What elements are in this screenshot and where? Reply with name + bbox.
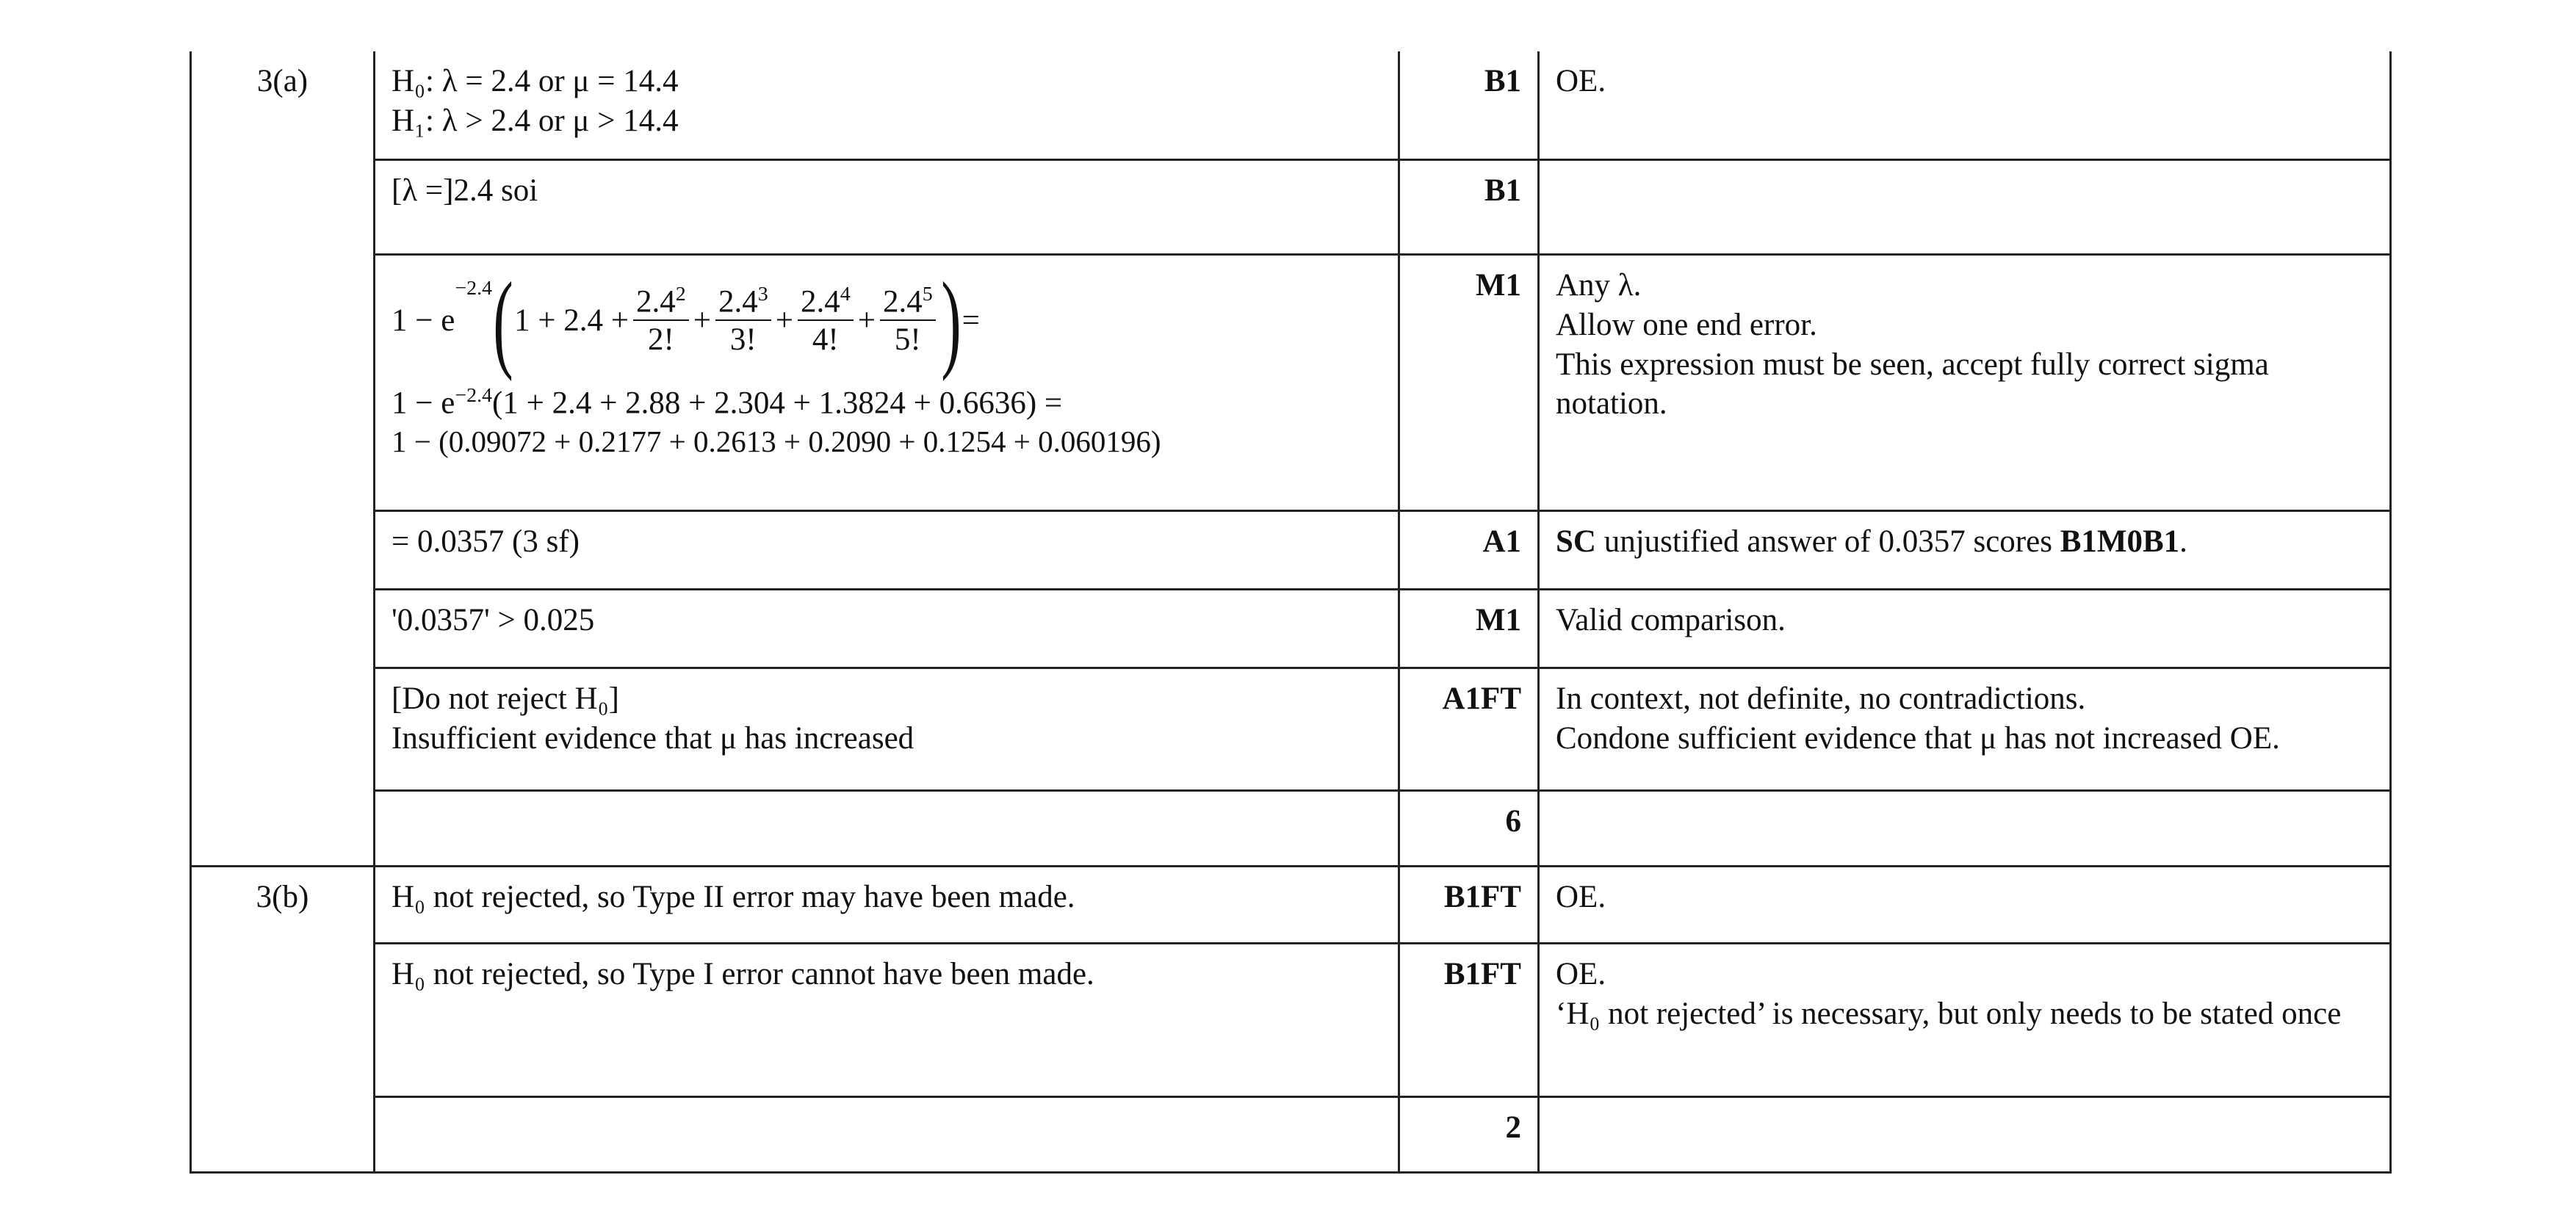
answer-line: H₀: λ = 2.4 or μ = 14.4 [392, 64, 679, 98]
table-row [191, 511, 2391, 590]
plus-sign: + [857, 303, 876, 339]
table-row [191, 255, 2391, 511]
guidance-line: Allow one end error. [1556, 307, 1817, 342]
guidance-cell [1539, 255, 2391, 511]
guidance-cell [1539, 867, 2391, 944]
guidance-line: This expression must be seen, accept fully correct sigma notation. [1556, 347, 2269, 422]
guidance-cell [1539, 944, 2391, 1097]
table-row [191, 160, 2391, 255]
expression-line-2: $1 - e^{-2.4}(1 + 2.4 + 2.88 + 2.304 + 1.3824 + 0.6636)$ = [392, 384, 1063, 421]
guidance-line: In context, not definite, no contradictions. [1556, 682, 2086, 716]
answer-cell [375, 791, 1399, 867]
question-number: 3(a) [191, 51, 375, 867]
table-row [191, 668, 2391, 791]
marks-cell: A1FT [1399, 668, 1539, 791]
series-expression [392, 260, 1382, 382]
plus-sign: + [775, 303, 793, 339]
answer-cell [375, 51, 1399, 160]
open-paren: ( [493, 260, 513, 382]
answer-cell [375, 160, 1399, 255]
guidance-cell [1539, 590, 2391, 668]
fraction-term: $\frac{2.4^5}{5!}$ [880, 283, 936, 358]
plus-sign: + [693, 303, 711, 339]
answer-cell [375, 1097, 1399, 1173]
question-number: 3(b) [191, 867, 375, 1173]
mark-scheme-table [190, 51, 2392, 1174]
fraction-term: $\frac{2.4^2}{2!}$ [633, 283, 689, 358]
answer-cell [375, 867, 1399, 944]
answer-line: [Do not reject H₀] [392, 682, 619, 716]
marks-cell: M1 [1399, 255, 1539, 511]
total-marks: 6 [1399, 791, 1539, 867]
expr-prefix: 1 − e [392, 303, 455, 339]
table-row [191, 51, 2391, 160]
guidance-line: Any λ. [1556, 268, 1642, 303]
close-paren: ) [940, 260, 962, 382]
guidance-cell [1539, 791, 2391, 867]
answer-cell [375, 590, 1399, 668]
fraction-term: $\frac{2.4^3}{3!}$ [715, 283, 771, 358]
answer-cell [375, 511, 1399, 590]
answer-cell [375, 944, 1399, 1097]
guidance-cell [1539, 160, 2391, 255]
expr-terms-open: 1 + 2.4 + [513, 303, 629, 339]
guidance-end: . [2179, 524, 2187, 559]
marks-cell: B1FT [1399, 944, 1539, 1097]
marks-cell: M1 [1399, 590, 1539, 668]
equals-sign: = [962, 303, 980, 339]
guidance-cell [1539, 511, 2391, 590]
guidance-cell [1539, 51, 2391, 160]
answer-line: Insufficient evidence that μ has increased [392, 720, 914, 756]
guidance-line: ‘H₀ not rejected’ is necessary, but only needs to be stated once [1556, 996, 2342, 1031]
special-case-label: SC [1556, 524, 1596, 559]
table-row [191, 944, 2391, 1097]
answer-line: H₀ not rejected, so Type II error may have been made. [392, 880, 1075, 914]
guidance-line: OE. [1556, 64, 1606, 98]
answer-line: H₁: λ > 2.4 or μ > 14.4 [392, 103, 679, 138]
marks-cell: A1 [1399, 511, 1539, 590]
marks-cell: B1 [1399, 51, 1539, 160]
answer-cell [375, 255, 1399, 511]
fraction-term: $\frac{2.4^4}{4!}$ [798, 283, 854, 358]
answer-line: [λ =]2.4 soi [392, 173, 538, 208]
guidance-cell [1539, 1097, 2391, 1173]
guidance-text: unjustified answer of 0.0357 scores [1595, 524, 2060, 559]
expr-exponent: −2.4 [455, 277, 493, 300]
guidance-line: Condone sufficient evidence that μ has not increased OE. [1556, 720, 2280, 756]
table-row [191, 867, 2391, 944]
total-marks: 2 [1399, 1097, 1539, 1173]
guidance-line: OE. [1556, 957, 1606, 991]
answer-line: '0.0357' > 0.025 [392, 603, 595, 637]
guidance-line: Valid comparison. [1556, 603, 1786, 637]
answer-line: H₀ not rejected, so Type I error cannot have been made. [392, 957, 1094, 991]
table-row [191, 590, 2391, 668]
marks-code: B1M0B1 [2060, 524, 2180, 559]
guidance-cell [1539, 668, 2391, 791]
expression-line-3: 1 − (0.09072 + 0.2177 + 0.2613 + 0.2090 + 0.1254 + 0.060196) [392, 424, 1161, 459]
table-row [191, 791, 2391, 867]
answer-line: = 0.0357 (3 sf) [392, 524, 580, 559]
answer-cell [375, 668, 1399, 791]
table-row [191, 1097, 2391, 1173]
marks-cell: B1FT [1399, 867, 1539, 944]
marks-cell: B1 [1399, 160, 1539, 255]
guidance-line: OE. [1556, 880, 1606, 914]
